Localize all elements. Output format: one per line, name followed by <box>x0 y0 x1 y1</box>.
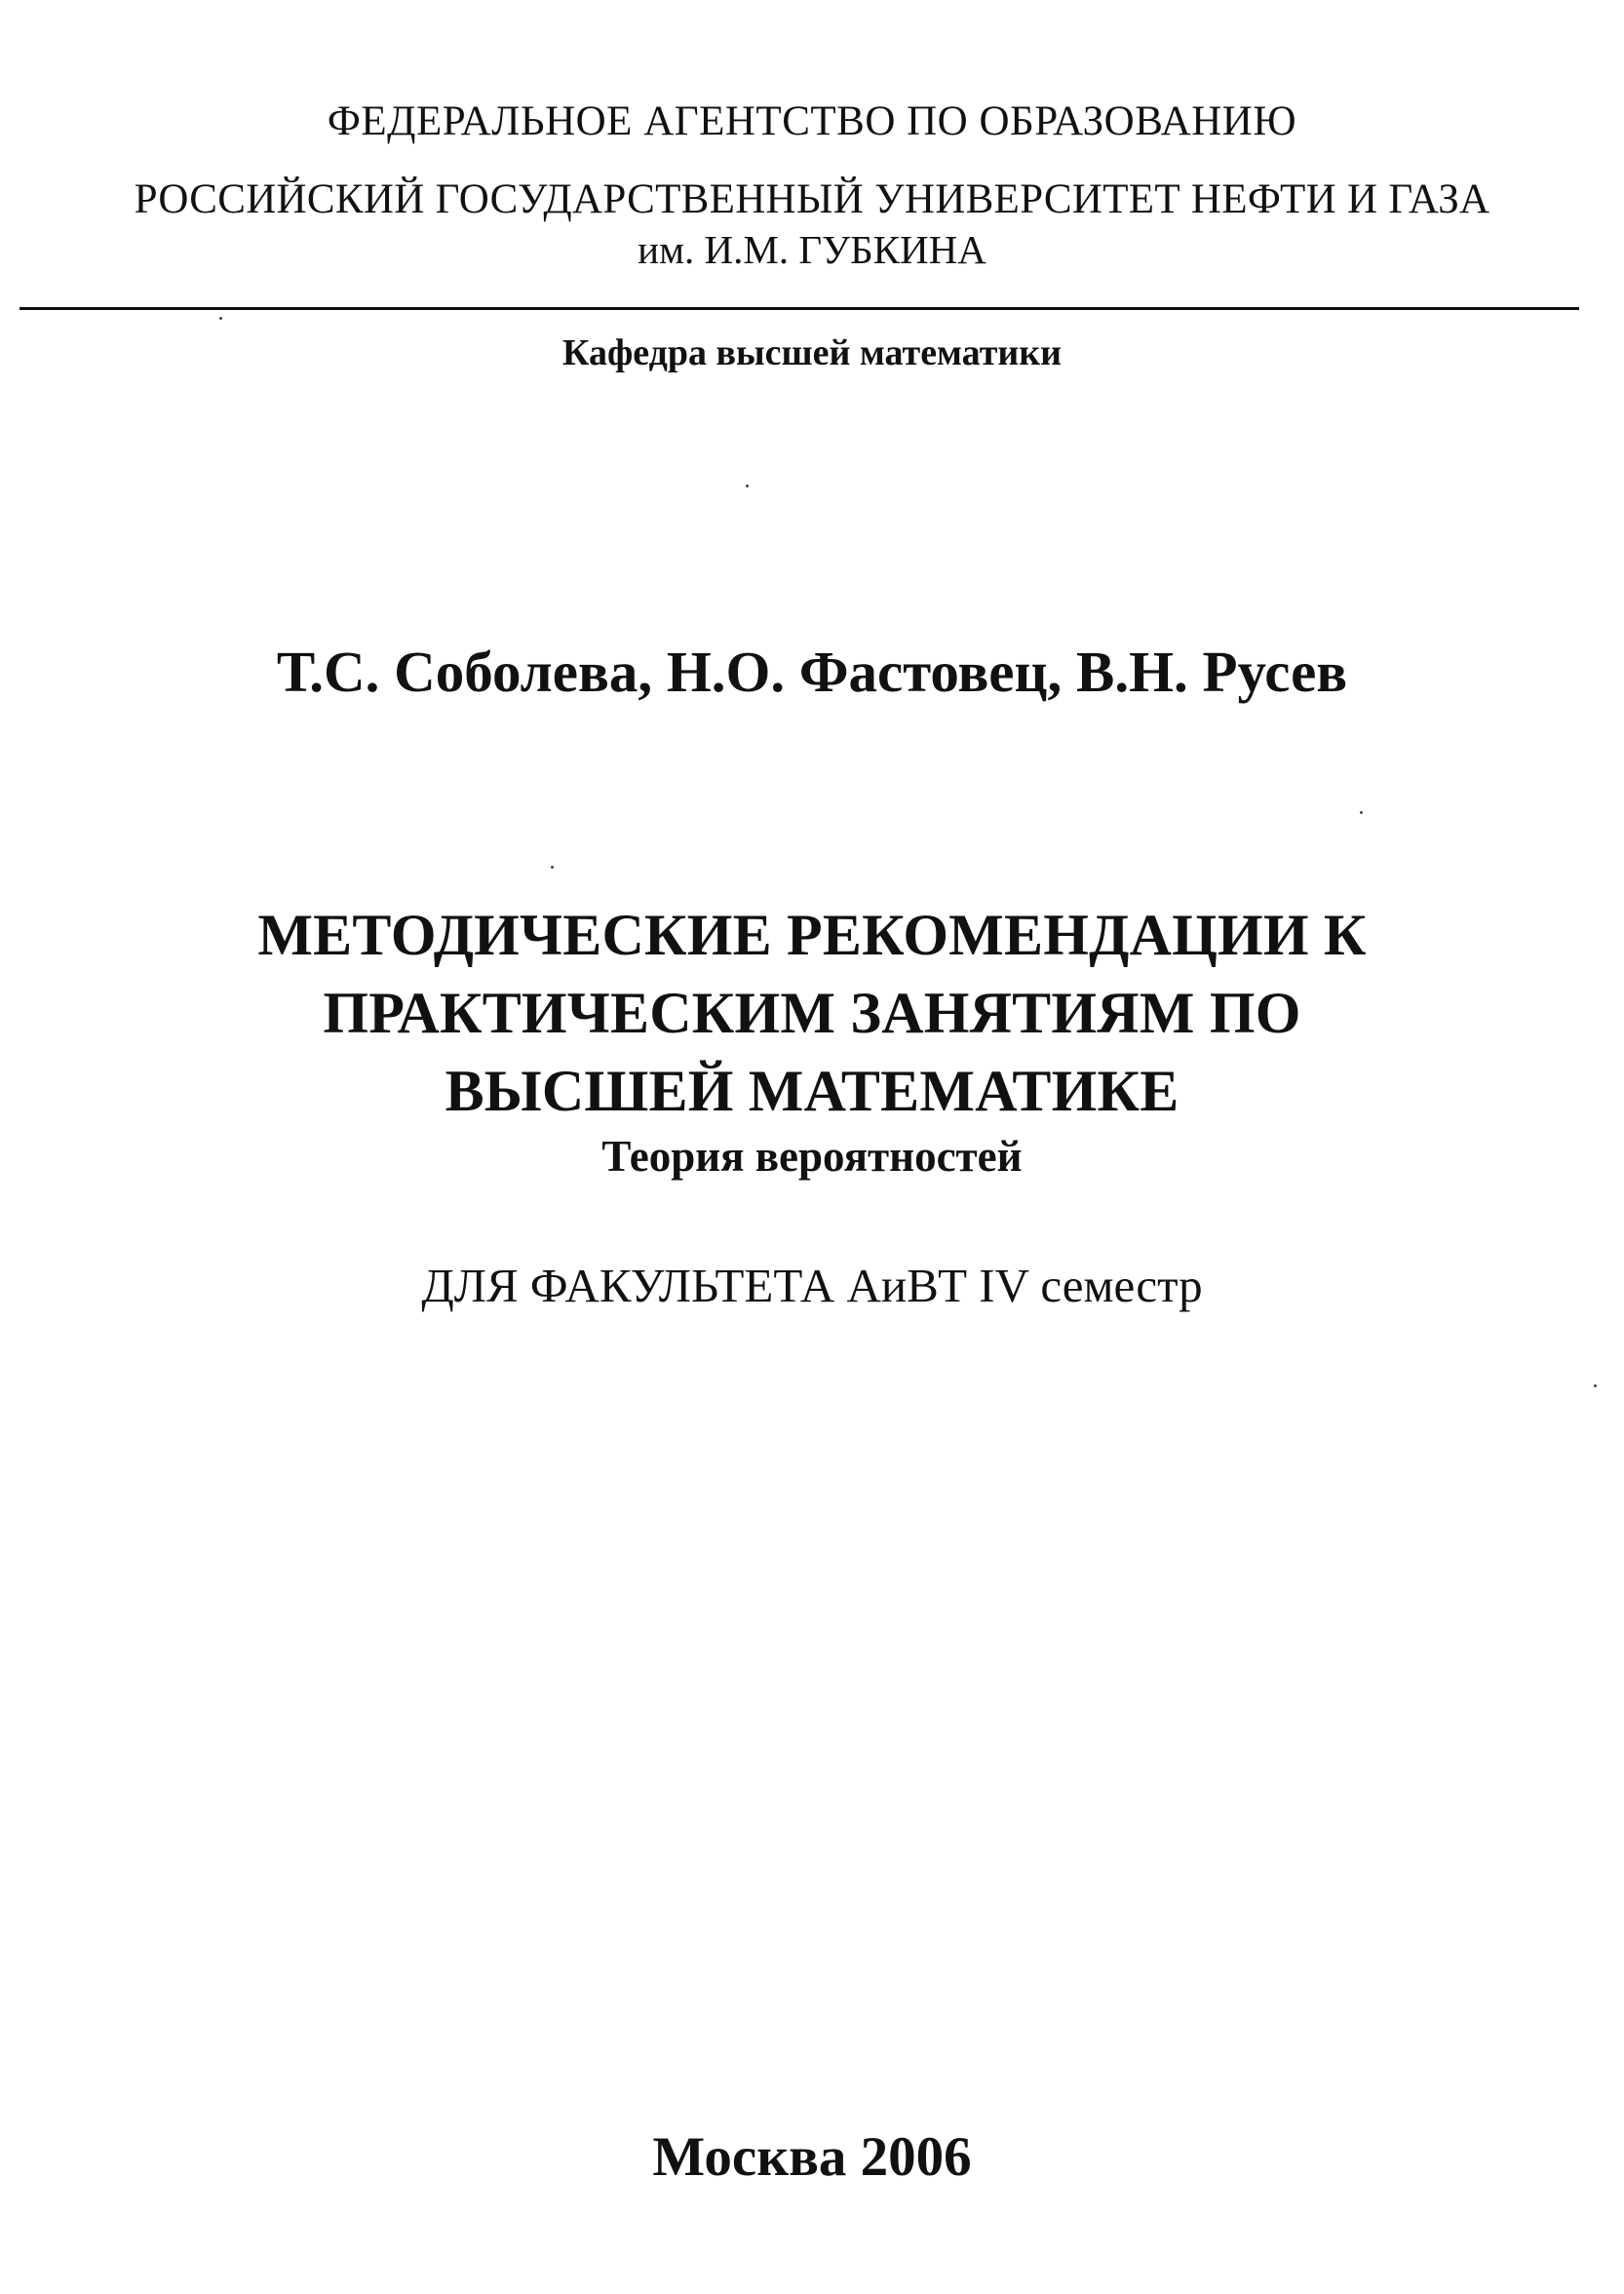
scan-speck <box>551 866 554 869</box>
department-name: Кафедра высшей математики <box>561 332 1063 373</box>
header-divider <box>19 307 1579 310</box>
agency-name: ФЕДЕРАЛЬНОЕ АГЕНТСТВО ПО ОБРАЗОВАНИЮ <box>327 98 1297 144</box>
scan-speck <box>746 485 749 487</box>
title-line-1: МЕТОДИЧЕСКИЕ РЕКОМЕНДАЦИИ К <box>257 903 1367 967</box>
scan-speck <box>1594 1384 1597 1387</box>
scan-speck <box>219 317 222 320</box>
university-name: РОССИЙСКИЙ ГОСУДАРСТВЕННЫЙ УНИВЕРСИТЕТ НЕФТИ И ГАЗА <box>134 176 1490 222</box>
subtitle: Теория вероятностей <box>601 1132 1023 1181</box>
title-line-2: ПРАКТИЧЕСКИМ ЗАНЯТИЯМ ПО <box>323 981 1301 1045</box>
authors: Т.С. Соболева, Н.О. Фастовец, В.Н. Русев <box>276 640 1348 704</box>
audience-line: ДЛЯ ФАКУЛЬТЕТА АиВТ IV семестр <box>421 1259 1203 1312</box>
city-year: Москва 2006 <box>652 2126 972 2188</box>
title-line-3: ВЫСШЕЙ МАТЕМАТИКЕ <box>445 1059 1179 1123</box>
scan-speck <box>1360 811 1363 814</box>
university-named-after: им. И.М. ГУБКИНА <box>638 227 986 272</box>
